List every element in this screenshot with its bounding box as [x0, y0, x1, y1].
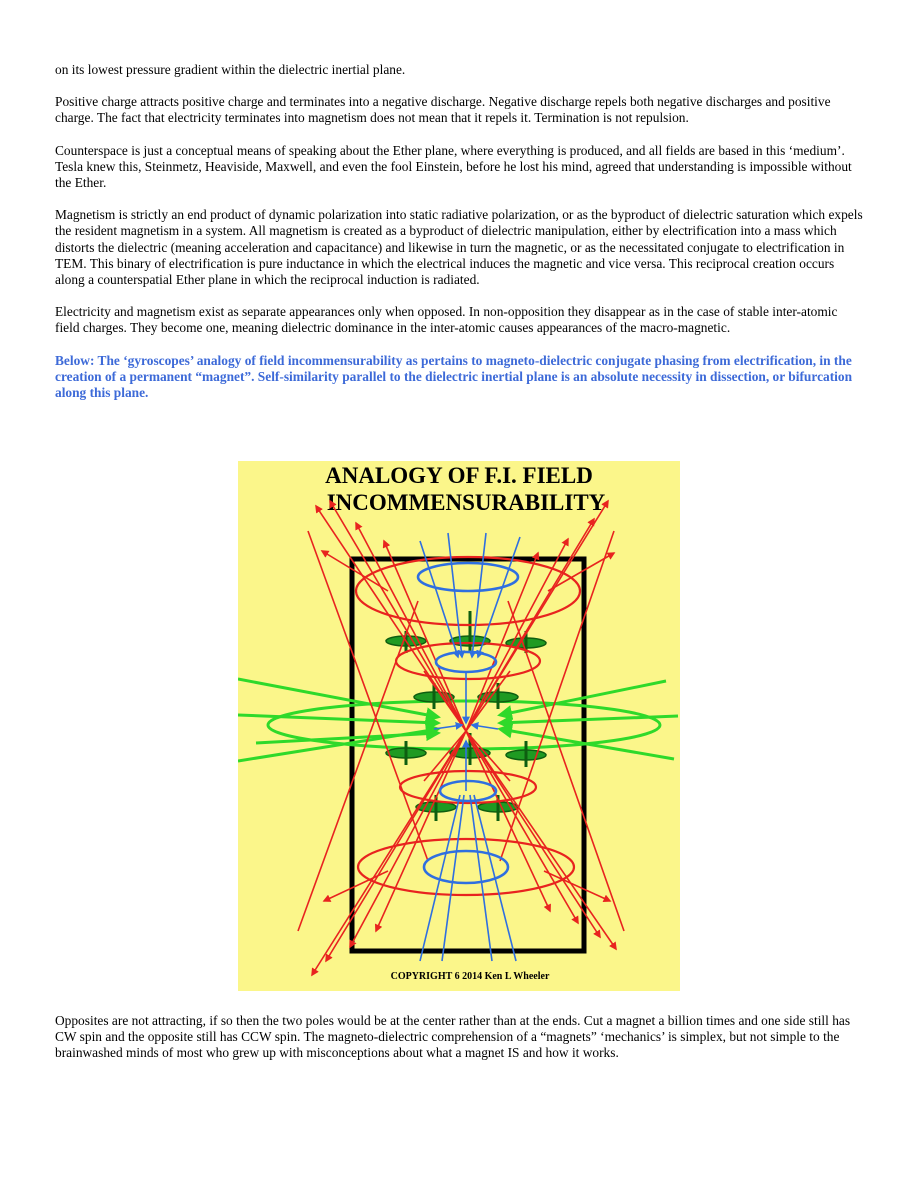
paragraph-3: Counterspace is just a conceptual means of speaking about the Ether plane, where everything is produced, and all fields are based in this ‘medium’. Tesla knew this, Steinmetz, Heaviside, Maxwell, and even the fool Einstein, before he lost his mind, agreed that understanding is impossible without the Ether. [55, 142, 852, 191]
paragraph-5: Electricity and magnetism exist as separate appearances only when opposed. In non-opposition they disappear as in the case of stable inter-atomic field charges. They become one, meaning dielectric dominance in the inter-atomic causes appearances of the macro-magnetic. [55, 304, 838, 336]
paragraph-2: Positive charge attracts positive charge and terminates into a negative discharge. Negative discharge repels both negative discharges and positive charge. The fact that electricity terminates into magnetism does not mean that it repels it. Termination is not repulsion. [55, 94, 831, 126]
figure-caption: Below: The ‘gyroscopes’ analogy of field incommensurability as pertains to magneto-dielectric conjugate phasing from electrification, in the creation of a permanent “magnet”. Self-similarity parallel to the dielectric inertial plane is an absolute necessity in dissection, or bifurcation along this plane. [55, 352, 853, 401]
figure-gyroscope-analogy [238, 461, 680, 991]
paragraph-closing: Opposites are not attracting, if so then the two poles would be at the center rather than at the ends. Cut a magnet a billion times and one side still has CW spin and the opposite still has CCW spin. The magneto-dielectric comprehension of a “magnets” ‘mechanics’ is simplex, but not simple to the brainwashed minds of most who grew up with misconceptions about what a magnet IS and how it works. [55, 1013, 851, 1061]
figure-title-line1: ANALOGY OF F.I. FIELD [325, 463, 593, 488]
figure-copyright: COPYRIGHT 6 2014 Ken L Wheeler [390, 971, 550, 982]
document-body [55, 62, 863, 401]
document-body-continued [55, 1013, 863, 1078]
paragraph-1: on its lowest pressure gradient within the dielectric inertial plane. [55, 62, 406, 77]
figure-title-line2: INCOMMENSURABILITY [326, 490, 606, 515]
paragraph-4: Magnetism is strictly an end product of dynamic polarization into static radiative polarization, or as the byproduct of dielectric saturation which expels the resident magnetism in a system. All magnetism is created as a byproduct of dielectric manipulation, either by electrification into a mass which distorts the dielectric (meaning acceleration and capacitance) and likewise in turn the magnetic, or as the necessitated conjugate to electrification in TEM. This binary of electrification is pure inductance in which the electrical induces the magnetic and vice versa. This reciprocal creation occurs along a counterspatial Ether plane in which the reciprocal induction is radiated. [55, 207, 863, 288]
